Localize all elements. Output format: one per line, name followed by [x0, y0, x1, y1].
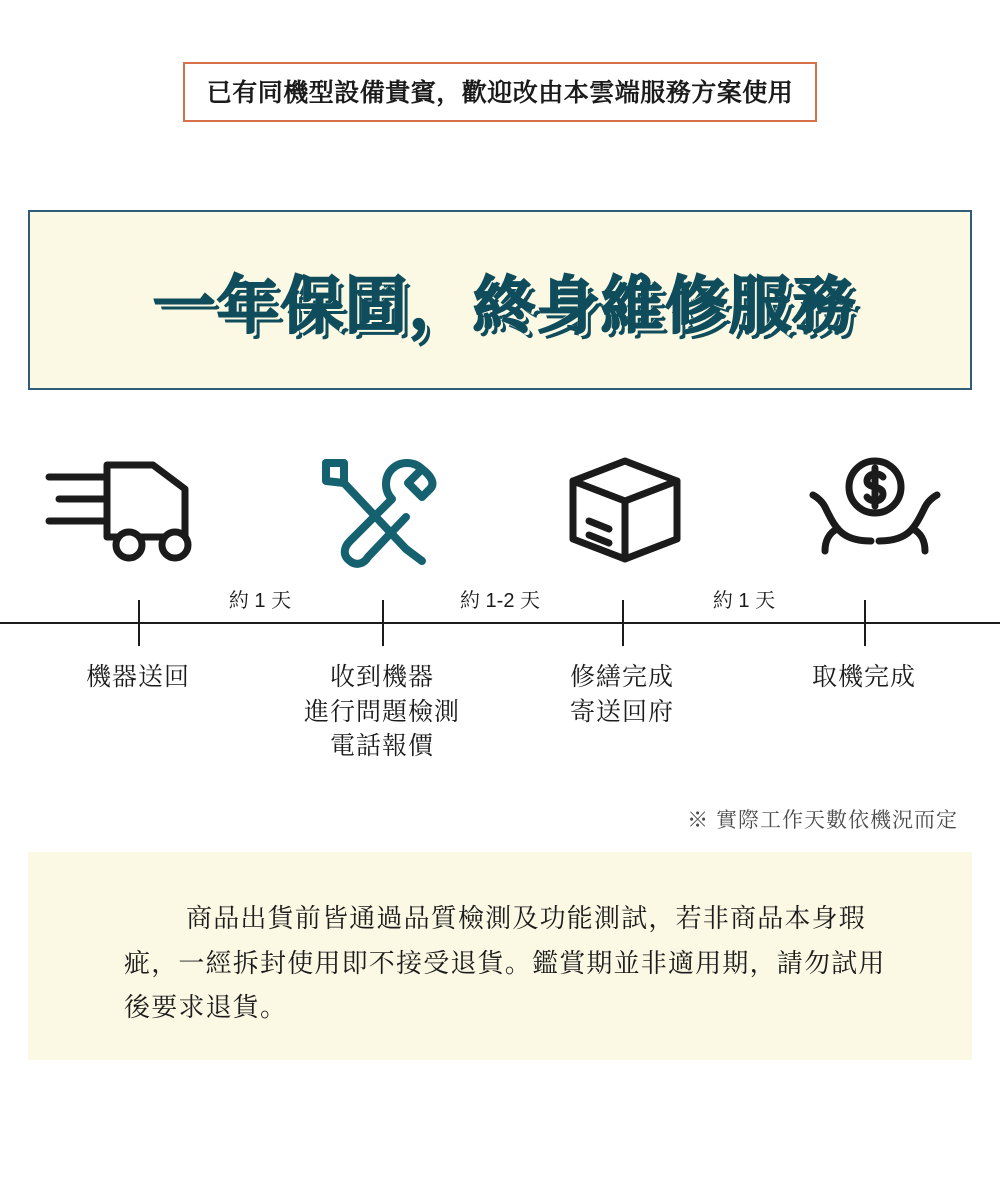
- timeline-tick-2: [382, 600, 384, 646]
- process-icon-cell-2: [250, 440, 500, 580]
- process-stage-2: [304, 660, 460, 764]
- process-icon-cell-3: [500, 440, 750, 580]
- process-stage-3: [570, 660, 674, 729]
- process-stage-1-line-1: 機器送回: [85, 663, 191, 691]
- timeline-gap-label-1: 約 1 天: [228, 590, 292, 612]
- process-footnote: ※ 實際工作天數依機況而定: [687, 809, 958, 832]
- process-stage-2-line-2: 進行問題檢測: [303, 697, 461, 726]
- top-notice-bar: [0, 62, 1000, 122]
- timeline-gap-label-3: 約 1 天: [712, 590, 776, 612]
- warranty-banner: [28, 210, 972, 390]
- process-icons-row: [0, 440, 1000, 580]
- process-stage-2-line-3: 電話報價: [329, 732, 435, 760]
- screwdriver-wrench-icon: [310, 453, 440, 568]
- process-icon-cell-1: [0, 440, 250, 580]
- process-stage-4-line-1: 取機完成: [811, 663, 917, 691]
- cloud-service-notice: 已有同機型設備貴賓，歡迎改由本雲端服務方案使用: [183, 62, 818, 122]
- hands-holding-money-icon: [805, 455, 945, 565]
- process-timeline-axis: [0, 622, 1000, 624]
- delivery-truck-icon: [45, 455, 205, 565]
- timeline-tick-3: [622, 600, 624, 646]
- timeline-tick-1: [138, 600, 140, 646]
- process-icon-cell-4: [750, 440, 1000, 580]
- process-stage-3-line-1: 修繕完成: [569, 663, 675, 691]
- warranty-banner-title: 一年保固，終身維修服務: [152, 271, 857, 341]
- return-policy-block: [28, 852, 972, 1060]
- return-policy-text: 商品出貨前皆通過品質檢測及功能測試，若非商品本身瑕疵，一經拆封使用即不接受退貨。鑑賞期並非適用期，請勿試用後要求退貨。: [124, 903, 886, 1023]
- timeline-tick-4: [864, 600, 866, 646]
- process-stage-3-line-2: 寄送回府: [569, 697, 675, 726]
- process-stage-4: [812, 660, 916, 695]
- process-stage-1: [86, 660, 190, 695]
- timeline-gap-label-2: 約 1-2 天: [459, 590, 541, 612]
- package-box-icon: [565, 455, 685, 565]
- process-stage-2-line-1: 收到機器: [329, 663, 435, 691]
